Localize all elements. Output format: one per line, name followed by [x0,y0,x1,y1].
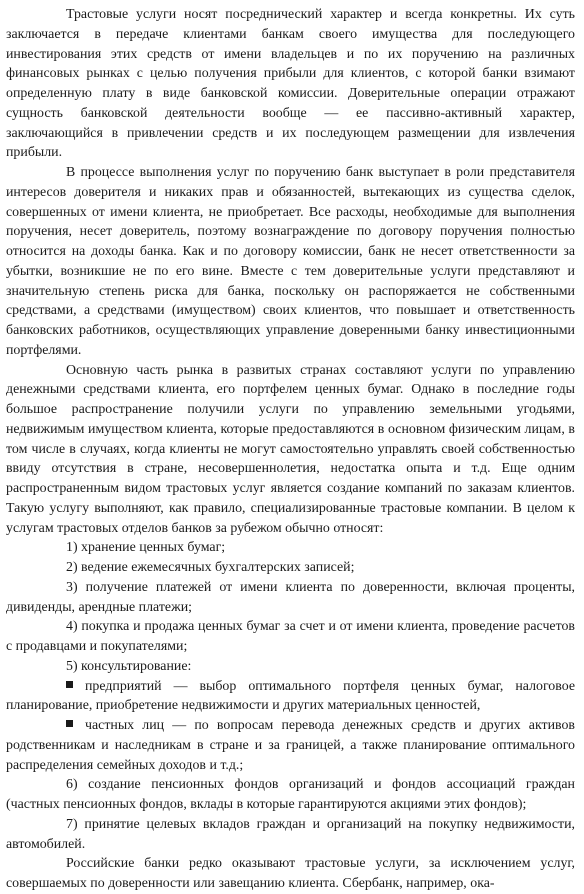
list-item-1: 1) хранение ценных бумаг; [66,540,226,556]
list-item-4: 4) покупка и продажа ценных бумаг за счет и от имени клиента, проведение расчетов с продавцами и покупателями; [6,619,575,654]
bullet-item-2 [6,716,575,775]
bullet-item-1 [6,677,575,717]
bullet-text-1: предприятий — выбор оптимального портфеля ценных бумаг, налоговое планирование, приобретение недвижимости и других материальных ценностей, [6,678,575,714]
paragraph-3: Основную часть рынка в развитых странах составляют услуги по управлению денежными средствами клиента, его портфелем ценных бумаг. Однако в последние годы большое распространение получили услуги по управлению земельными угодьями, недвижимым имуществом клиента, которые предоставляются в основном физическим лицам, в том числе в случаях, когда клиенты не могут самостоятельно управлять своей собственностью ввиду отсутствия в стране, несовершеннолетия, недостатка опыта и т.д. Еще одним распространенным видом трастовых услуг является создание компаний по заказам клиентов. Такую услугу выполняют, как правило, специализированные трастовые компании. В целом к услугам трастовых отделов банков за рубежом обычно относят: [6,362,575,536]
list-item-3: 3) получение платежей от имени клиента по доверенности, включая проценты, дивиденды, арендные платежи; [6,579,575,615]
square-bullet-icon [66,720,73,727]
square-bullet-icon [66,681,73,688]
bullet-text-2: частных лиц — по вопросам перевода денежных средств и других активов родственникам и наследникам в стране и за границей, а также планирование оптимального распределения семейных доходов и т.д.; [6,718,575,773]
list-item-2: 2) ведение ежемесячных бухгалтерских записей; [66,560,355,575]
list-item-6: 6) создание пенсионных фондов организаций и фондов ассоциаций граждан (частных пенсионных фондов, вклады в которые гарантируются акциями этих фондов); [6,777,575,812]
paragraph-1: Трастовые услуги носят посреднический характер и всегда конкретны. Их суть заключается в передаче клиентами банкам своего имущества для последующего инвестирования этих средств от имени владельцев и по их поручению на различных финансовых рынках с целью получения прибыли для клиентов, с которой банки взимают определенную плату в виде банковской комиссии. Доверительные операции отражают сущность банковской деятельности вообще — ее пассивно-активный характер, заключающийся в привлечении средств и их последующем размещении для извлечения прибыли. [6,7,575,161]
closing-paragraph: Российские банки редко оказывают трастовые услуги, за исключением услуг, совершаемых по доверенности или завещанию клиента. Сбербанк, например, ока- [6,856,575,891]
list-item-5: 5) консультирование: [66,658,192,674]
paragraph-2: В процессе выполнения услуг по поручению банк выступает в роли представителя интересов доверителя и никаких прав и обязанностей, вытекающих из существа сделок, совершенных от имени клиента, не приобретает. Все расходы, необходимые для выполнения поручения, несет доверитель, поэтому вознаграждение по договору поручения полностью относится на доходы банка. Как и по договору комиссии, банк не несет ответственности за убытки, возникшие не по его вине. Вместе с тем доверительные услуги представляют и значительную степень риска для банка, поскольку он распоряжается не собственными средствами, а средствами (имуществом) своих клиентов, что повышает и ответственность банковских работников, осуществляющих управление доверенными банку инвестиционными портфелями. [6,165,575,358]
list-item-7: 7) принятие целевых вкладов граждан и организаций на покупку недвижимости, автомобилей. [6,816,575,852]
